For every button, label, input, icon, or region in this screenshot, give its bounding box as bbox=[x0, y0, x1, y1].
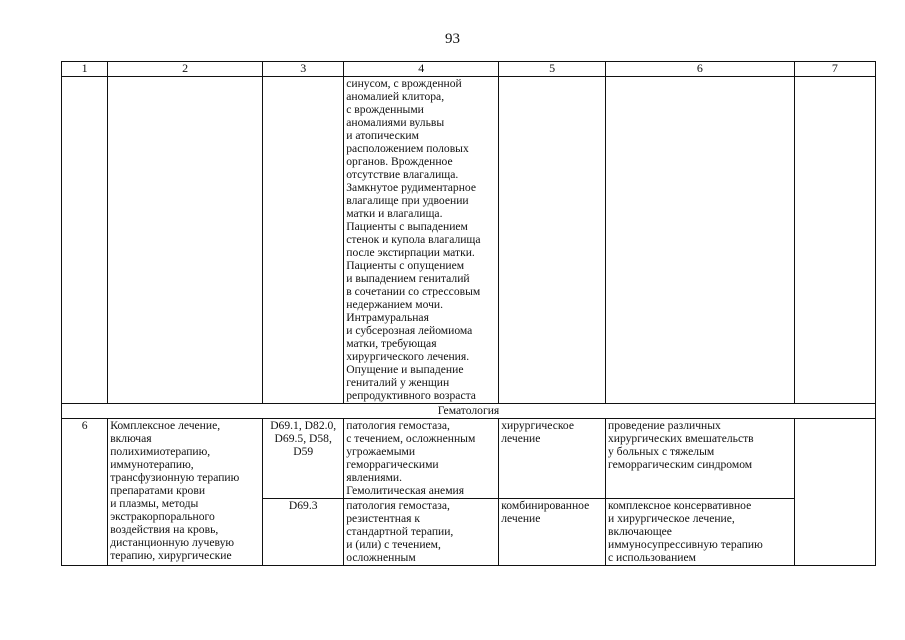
table-cell bbox=[794, 419, 875, 566]
treatment-type-cell: комбинированное лечение bbox=[499, 499, 606, 566]
medical-procedures-table bbox=[61, 61, 876, 566]
icd-codes-cell: D69.1, D82.0, D69.5, D58, D59 bbox=[263, 419, 344, 499]
column-number: 4 bbox=[344, 62, 499, 77]
care-profile-name: Комплексное лечение, включая полихимиотерапию, иммунотерапию, трансфузионную терапию препаратами крови и плазмы, методы экстракорпорального воздействия на кровь, дистанционную лучевую терапию, хирургические bbox=[108, 419, 263, 566]
column-number: 5 bbox=[499, 62, 606, 77]
page-number: 93 bbox=[445, 31, 460, 47]
disease-model-cell: патология гемостаза, резистентная к стандартной терапии, и (или) с течением, осложненным bbox=[344, 499, 499, 566]
disease-model-cell: патология гемостаза, с течением, осложненным угрожаемыми геморрагическими явлениями. Гемолитическая анемия bbox=[344, 419, 499, 499]
icd-codes-cell: D69.3 bbox=[263, 499, 344, 566]
column-number: 3 bbox=[263, 62, 344, 77]
row-number: 6 bbox=[62, 419, 108, 566]
treatment-type-cell: хирургическое лечение bbox=[499, 419, 606, 499]
table-cell bbox=[108, 77, 263, 404]
table-cell bbox=[263, 77, 344, 404]
treatment-method-cell: комплексное консервативное и хирургическое лечение, включающее иммуносупрессивную терапию с использованием bbox=[605, 499, 794, 566]
table-cell bbox=[794, 77, 875, 404]
table-row bbox=[62, 419, 876, 499]
section-header-row bbox=[62, 404, 876, 419]
column-number: 6 bbox=[605, 62, 794, 77]
table-cell bbox=[62, 77, 108, 404]
table-cell bbox=[499, 77, 606, 404]
column-number: 1 bbox=[62, 62, 108, 77]
column-number: 7 bbox=[794, 62, 875, 77]
treatment-method-cell: проведение различных хирургических вмешательств у больных с тяжелым геморрагическим синдромом bbox=[605, 419, 794, 499]
section-title: Гематология bbox=[62, 404, 876, 419]
table-cell bbox=[605, 77, 794, 404]
column-number-row bbox=[62, 62, 876, 77]
table-row bbox=[62, 77, 876, 404]
disease-model-cell: синусом, с врожденной аномалией клитора, с врожденными аномалиями вульвы и атопическим расположением половых органов. Врожденное отсутствие влагалища. Замкнутое рудиментарное влагалище при удвоении матки и влагалища. Пациенты с выпадением стенок и купола влагалища после экстирпации матки. Пациенты с опущением и выпадением гениталий в сочетании со стрессовым недержанием мочи. Интрамуральная и субсерозная лейомиома матки, требующая хирургического лечения. Опущение и выпадение гениталий у женщин репродуктивного возраста bbox=[344, 77, 499, 404]
column-number: 2 bbox=[108, 62, 263, 77]
